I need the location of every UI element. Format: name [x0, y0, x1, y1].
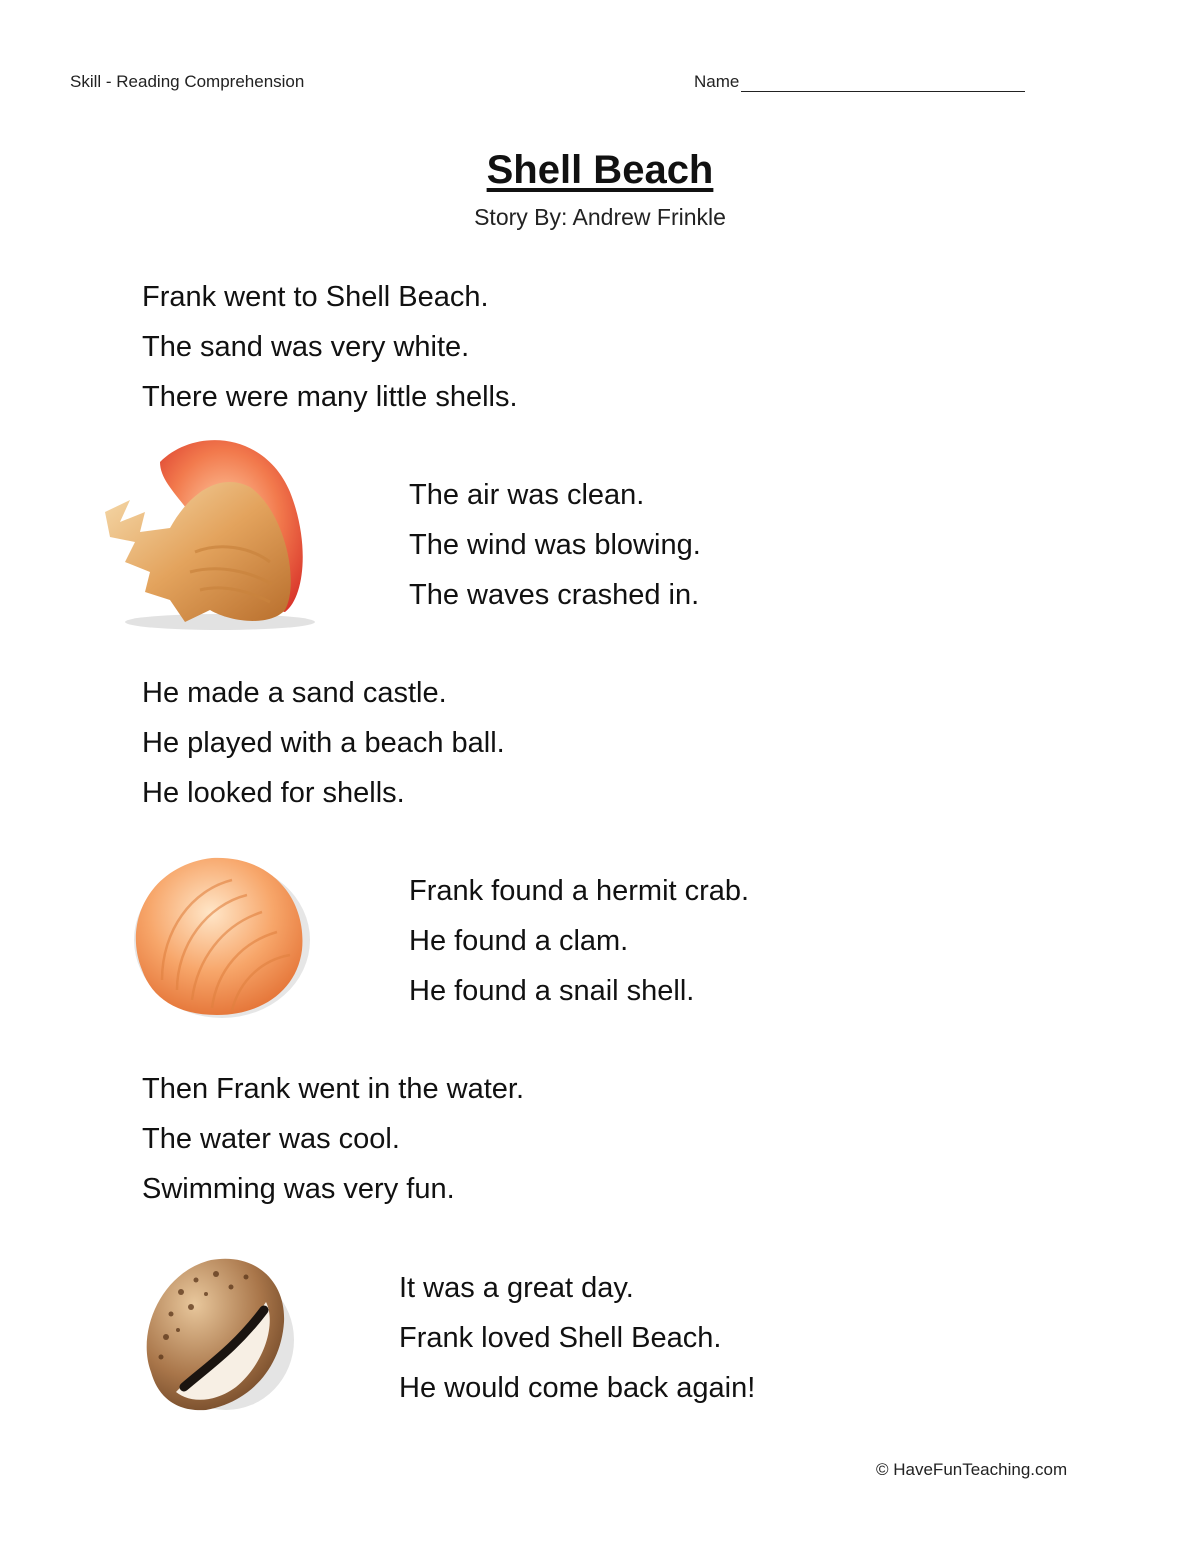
story-line: Frank found a hermit crab.: [409, 875, 750, 907]
story-byline: Story By: Andrew Frinkle: [474, 204, 726, 230]
story-line: He made a sand castle.: [142, 677, 447, 709]
story-line: The air was clean.: [409, 479, 645, 511]
stanza-5: [142, 1064, 524, 1214]
cowrie-shell-icon: [136, 1252, 301, 1417]
story-line: He found a snail shell.: [409, 975, 695, 1007]
name-label: Name: [694, 72, 740, 91]
copyright-footer: © HaveFunTeaching.com: [876, 1460, 1068, 1479]
stanza-4: [409, 866, 749, 1016]
stanza-3: [142, 668, 505, 818]
story-line: The wind was blowing.: [409, 529, 701, 561]
conch-shell-icon: [100, 432, 315, 637]
stanza-1: [142, 272, 518, 422]
page-title: Shell Beach: [486, 148, 714, 192]
story-line: He would come back again!: [399, 1372, 756, 1404]
story-line: Swimming was very fun.: [142, 1173, 455, 1205]
story-line: Frank went to Shell Beach.: [142, 281, 489, 313]
story-line: The waves crashed in.: [409, 579, 700, 611]
story-line: He found a clam.: [409, 925, 629, 957]
story-line: It was a great day.: [399, 1272, 634, 1304]
story-line: Frank loved Shell Beach.: [399, 1322, 722, 1354]
skill-label: Skill - Reading Comprehension: [70, 72, 305, 91]
story-line: The sand was very white.: [142, 331, 470, 363]
clam-shell-icon: [122, 850, 312, 1020]
story-line: Then Frank went in the water.: [142, 1073, 525, 1105]
story-line: He played with a beach ball.: [142, 727, 505, 759]
story-line: He looked for shells.: [142, 777, 405, 809]
story-line: The water was cool.: [142, 1123, 400, 1155]
name-field[interactable]: [694, 72, 1025, 92]
stanza-2: [409, 470, 701, 620]
story-line: There were many little shells.: [142, 381, 518, 413]
name-blank-line[interactable]: [741, 73, 1025, 92]
stanza-6: [399, 1263, 755, 1413]
